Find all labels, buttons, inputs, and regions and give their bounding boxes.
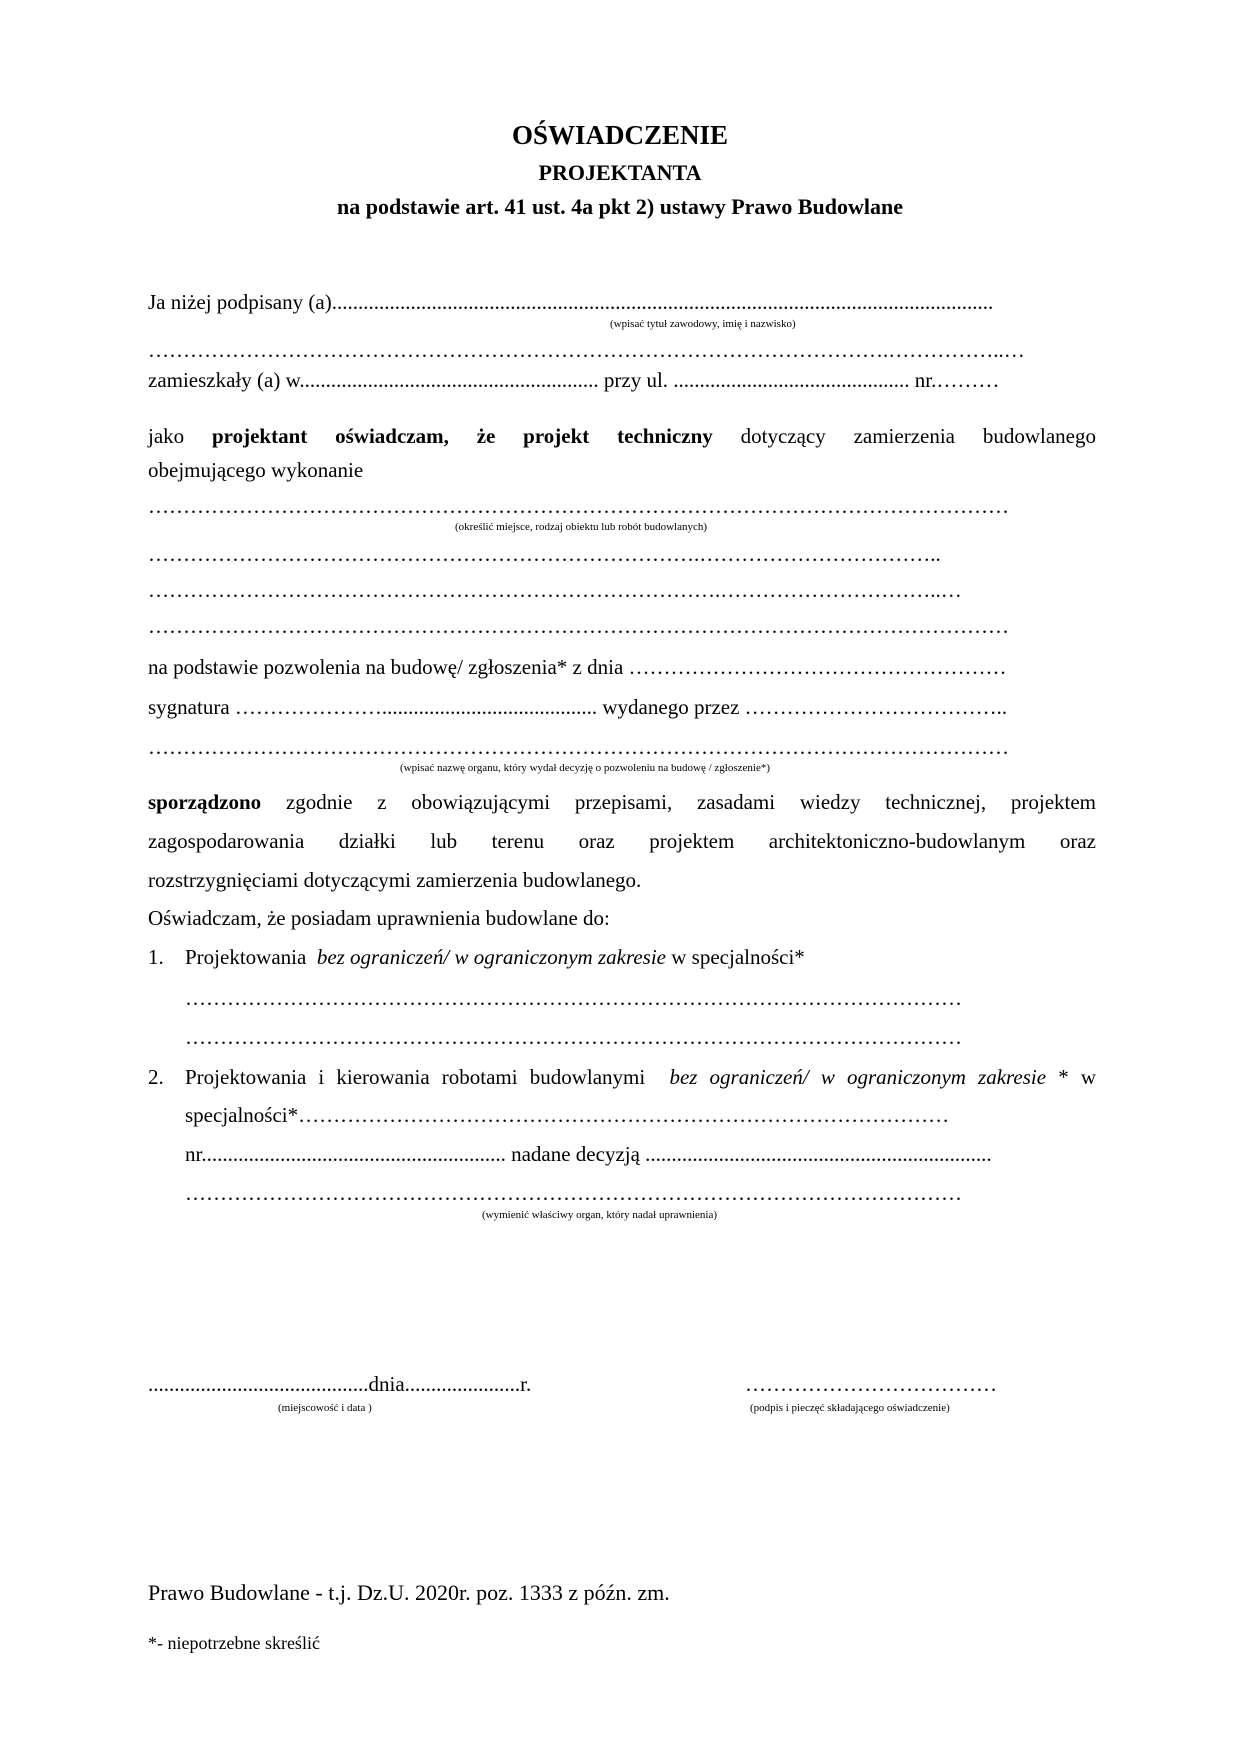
permit-line: na podstawie pozwolenia na budowę/ zgłoszenia* z dnia ……………………………………………… bbox=[148, 655, 1007, 679]
signed-by-line: Ja niżej podpisany (a).............................................................................................................................. bbox=[148, 290, 994, 314]
signature-dots: ……………………………… bbox=[745, 1372, 997, 1396]
dots-line: …………………………………………………………………………………………………………… bbox=[148, 735, 1009, 759]
place-date-hint: (miejscowość i data ) bbox=[278, 1402, 372, 1414]
item-2-text: Projektowania i kierowania robotami budowlanymi bez ograniczeń/ w ograniczonym zakresie * w bbox=[185, 1065, 1096, 1089]
dots-line: …………………………………………………………………………………………………………… bbox=[148, 614, 1009, 638]
residence-line: zamieszkały (a) w......................................................... przy ul. ............................................. nr.……… bbox=[148, 368, 1000, 392]
decision-line: nr.......................................................... nadane decyzją .................................................................. bbox=[185, 1142, 992, 1166]
dots-line: ………………………………………………………………………………………………… bbox=[185, 1181, 962, 1205]
item-number: 2. bbox=[148, 1065, 164, 1089]
document-title: OŚWIADCZENIE bbox=[511, 120, 729, 150]
signed-by-hint: (wpisać tytuł zawodowy, imię i nazwisko) bbox=[610, 318, 796, 330]
specialty-line: specjalności*………………………………………………………………………………… bbox=[185, 1103, 950, 1127]
dots-line: …………………………………………………………………….…………………………….. bbox=[148, 542, 941, 566]
statement-line-2: obejmującego wykonanie bbox=[148, 458, 364, 482]
footnote: *- niepotrzebne skreślić bbox=[148, 1633, 320, 1653]
authority-hint: (wpisać nazwę organu, który wydał decyzję o pozwoleniu na budowę / zgłoszenie*) bbox=[400, 762, 771, 774]
dots-line: …………………………………………………………………………………………….……………..… bbox=[148, 338, 1025, 362]
signature-line: sygnatura …………………......................................... wydanego przez ……………………………….. bbox=[148, 695, 1008, 719]
law-reference: Prawo Budowlane - t.j. Dz.U. 2020r. poz. 1333 z późn. zm. bbox=[148, 1580, 670, 1605]
item-1-text: Projektowania bez ograniczeń/ w ograniczonym zakresie w specjalności* bbox=[185, 945, 805, 969]
prepared-line-3: rozstrzygnięciami dotyczącymi zamierzenia budowlanego. bbox=[148, 868, 642, 892]
signature-hint: (podpis i pieczęć składającego oświadczenie) bbox=[750, 1402, 950, 1414]
licence-authority-hint: (wymienić właściwy organ, który nadał uprawnienia) bbox=[482, 1209, 718, 1221]
object-hint: (określić miejsce, rodzaj obiektu lub robót budowlanych) bbox=[455, 521, 708, 533]
licence-intro: Oświadczam, że posiadam uprawnienia budowlane do: bbox=[148, 906, 610, 930]
statement-line-1: jako projektant oświadczam, że projekt techniczny dotyczący zamierzenia budowlanego bbox=[148, 424, 1096, 448]
dots-line: …………………………………………………………………………………………………………… bbox=[148, 494, 1009, 518]
dots-line: ……………………………………………………………………….…………………………..… bbox=[148, 578, 962, 602]
prepared-line-2: zagospodarowania działki lub terenu oraz projektem architektoniczno-budowlanym oraz bbox=[148, 829, 1096, 853]
legal-basis: na podstawie art. 41 ust. 4a pkt 2) ustawy Prawo Budowlane bbox=[337, 194, 903, 219]
place-date-line: ..........................................dnia......................r. bbox=[148, 1372, 532, 1396]
dots-line: ………………………………………………………………………………………………… bbox=[185, 1025, 962, 1049]
item-number: 1. bbox=[148, 945, 164, 969]
prepared-line-1: sporządzono zgodnie z obowiązującymi przepisami, zasadami wiedzy technicznej, projektem bbox=[148, 790, 1096, 814]
document-subtitle: PROJEKTANTA bbox=[538, 160, 702, 185]
dots-line: ………………………………………………………………………………………………… bbox=[185, 986, 962, 1010]
